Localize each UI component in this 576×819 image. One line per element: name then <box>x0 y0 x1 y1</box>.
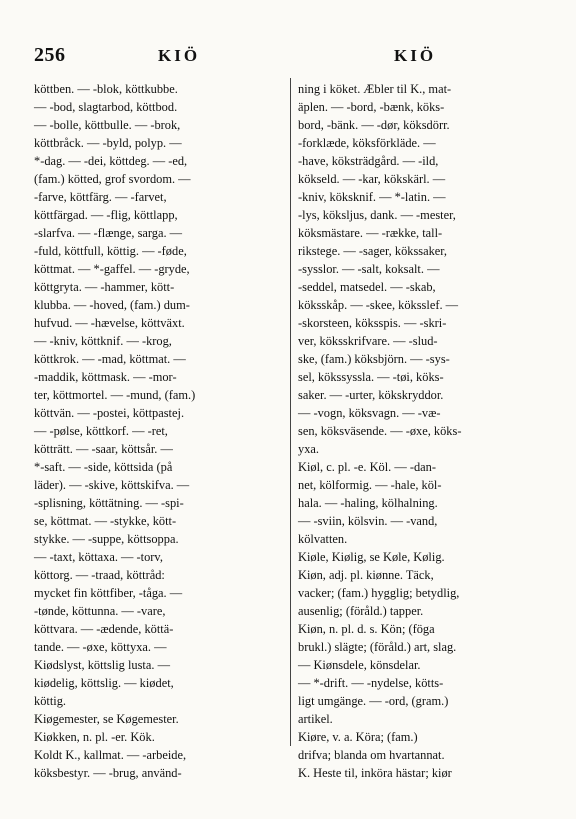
text-line: -seddel, matsedel. — -skab, <box>298 280 436 294</box>
text-line: tande. — -øxe, köttyxa. — <box>34 640 167 654</box>
text-line: ter, köttmortel. — -mund, (fam.) <box>34 388 196 402</box>
text-line: saker. — -urter, kökskryddor. <box>298 388 444 402</box>
text-line: -farve, köttfärg. — -farvet, <box>34 190 167 204</box>
text-line: köttkrok. — -mad, köttmat. — <box>34 352 186 366</box>
text-line: -tønde, köttunna. — -vare, <box>34 604 166 618</box>
text-line: kölvatten. <box>298 532 348 546</box>
text-line: brukl.) slägte; (föråld.) art, slag. <box>298 640 457 654</box>
text-line: yxa. <box>298 442 319 456</box>
text-line: köttmat. — *-gaffel. — -gryde, <box>34 262 190 276</box>
text-line: sel, kökssyssla. — -tøi, köks- <box>298 370 444 384</box>
text-line: köttorg. — -traad, köttråd: <box>34 568 165 582</box>
text-line: se, köttmat. — -stykke, kött- <box>34 514 177 528</box>
text-line: köttbråck. — -byld, polyp. — <box>34 136 182 150</box>
text-line: net, kölformig. — -hale, köl- <box>298 478 442 492</box>
text-line: *-saft. — -side, köttsida (på <box>34 460 173 474</box>
text-line: -forklæde, köksförkläde. — <box>298 136 436 150</box>
text-line: — -vogn, köksvagn. — -væ- <box>298 406 441 420</box>
text-line: köksеld. — -kar, kökskärl. — <box>298 172 446 186</box>
text-line: — -sviin, kölsvin. — -vand, <box>298 514 438 528</box>
text-line: -fuld, köttfull, köttig. — -føde, <box>34 244 187 258</box>
text-line: -lys, köksljus, dank. — -mester, <box>298 208 456 222</box>
text-line: *-dag. — -dei, köttdeg. — -ed, <box>34 154 188 168</box>
text-line: mycket fin köttfiber, -tåga. — <box>34 586 183 600</box>
text-line: hala. — -haling, kölhalning. <box>298 496 438 510</box>
text-line: artikel. <box>298 712 333 726</box>
text-line: köksbestyr. — -brug, använd- <box>34 766 182 780</box>
text-line: Kiøgemester, se Køgemester. <box>34 712 179 726</box>
text-line: rikstege. — -sager, kökssaker, <box>298 244 448 258</box>
text-line: Kiøre, v. a. Köra; (fam.) <box>298 730 418 744</box>
text-line: Kiøn, n. pl. d. s. Kön; (föga <box>298 622 435 636</box>
text-line: sen, köksväsende. — -øxe, köks- <box>298 424 462 438</box>
text-line: Koldt K., kallmat. — -arbeide, <box>34 748 187 762</box>
text-line: Kiøle, Kiølig, se Køle, Kølig. <box>298 550 445 564</box>
text-line: bord, -bänk. — -dør, köksdörr. <box>298 118 450 132</box>
text-line: -slarfva. — -flænge, sarga. — <box>34 226 183 240</box>
text-line: — -pølse, köttkorf. — -ret, <box>34 424 168 438</box>
text-line: köttvän. — -postei, köttpastej. <box>34 406 185 420</box>
text-line: stykke. — -suppe, köttsoppa. <box>34 532 179 546</box>
text-line: köttfärgad. — -flig, köttlapp, <box>34 208 178 222</box>
right-column <box>298 80 548 782</box>
text-line: Kiøkken, n. pl. -er. Kök. <box>34 730 155 744</box>
text-line: ausenlig; (föråld.) tapper. <box>298 604 424 618</box>
text-line: ver, köksskrifvare. — -slud- <box>298 334 438 348</box>
text-line: ske, (fam.) köksbjörn. — -sys- <box>298 352 450 366</box>
column-divider <box>290 78 291 746</box>
text-line: Kiøn, adj. pl. kiønne. Täck, <box>298 568 434 582</box>
text-line: Kiødslyst, köttslig lusta. — <box>34 658 170 672</box>
text-line: klubba. — -hoved, (fam.) dum- <box>34 298 190 312</box>
text-line: köttgryta. — -hammer, kött- <box>34 280 175 294</box>
text-line: — -taxt, köttaxa. — -torv, <box>34 550 163 564</box>
text-line: äplen. — -bord, -bænk, köks- <box>298 100 445 114</box>
running-head-left: KIÖ <box>158 46 201 65</box>
text-line: K. Heste til, inköra hästar; kiør <box>298 766 452 780</box>
page-header <box>34 44 552 68</box>
text-line: ning i köket. Æbler til K., mat- <box>298 82 452 96</box>
text-line: — -bolle, köttbulle. — -brok, <box>34 118 181 132</box>
text-line: — -bod, slagtarbod, köttbod. <box>34 100 178 114</box>
text-line: köttvara. — -ædende, köttä- <box>34 622 174 636</box>
left-column <box>34 80 284 782</box>
text-line: läder). — -skive, köttskifva. — <box>34 478 190 492</box>
text-line: vacker; (fam.) hygglig; betydlig, <box>298 586 460 600</box>
text-line: -maddik, köttmask. — -mor- <box>34 370 177 384</box>
text-line: kötträtt. — -saar, köttsår. — <box>34 442 173 456</box>
text-line: -skorsteen, köksspis. — -skri- <box>298 316 447 330</box>
text-line: — -kniv, köttknif. — -krog, <box>34 334 172 348</box>
text-line: hufvud. — -hævelse, köttväxt. <box>34 316 185 330</box>
text-line: drifva; blanda om hvartannat. <box>298 748 445 762</box>
text-line: köttig. <box>34 694 67 708</box>
running-head-right: KIÖ <box>394 46 437 65</box>
text-line: ligt umgänge. — -ord, (gram.) <box>298 694 449 708</box>
text-line: (fam.) kötted, grof svordom. — <box>34 172 191 186</box>
text-line: köksmästare. — -række, tall- <box>298 226 443 240</box>
text-line: köksskåp. — -skee, köksslef. — <box>298 298 459 312</box>
text-line: — Kiønsdele, könsdelar. <box>298 658 421 672</box>
text-line: Kiøl, c. pl. -e. Köl. — -dan- <box>298 460 436 474</box>
text-line: -sysslor. — -salt, koksalt. — <box>298 262 440 276</box>
text-line: -kniv, köksknif. — *-latin. — <box>298 190 446 204</box>
text-line: — *-drift. — -nydelse, kötts- <box>298 676 444 690</box>
text-line: köttben. — -blok, köttkubbe. <box>34 82 178 96</box>
text-line: -have, köksträdgård. — -ild, <box>298 154 439 168</box>
text-line: kiødelig, köttslig. — kiødet, <box>34 676 174 690</box>
page-number: 256 <box>34 44 66 66</box>
text-line: -splisning, köttätning. — -spi- <box>34 496 184 510</box>
